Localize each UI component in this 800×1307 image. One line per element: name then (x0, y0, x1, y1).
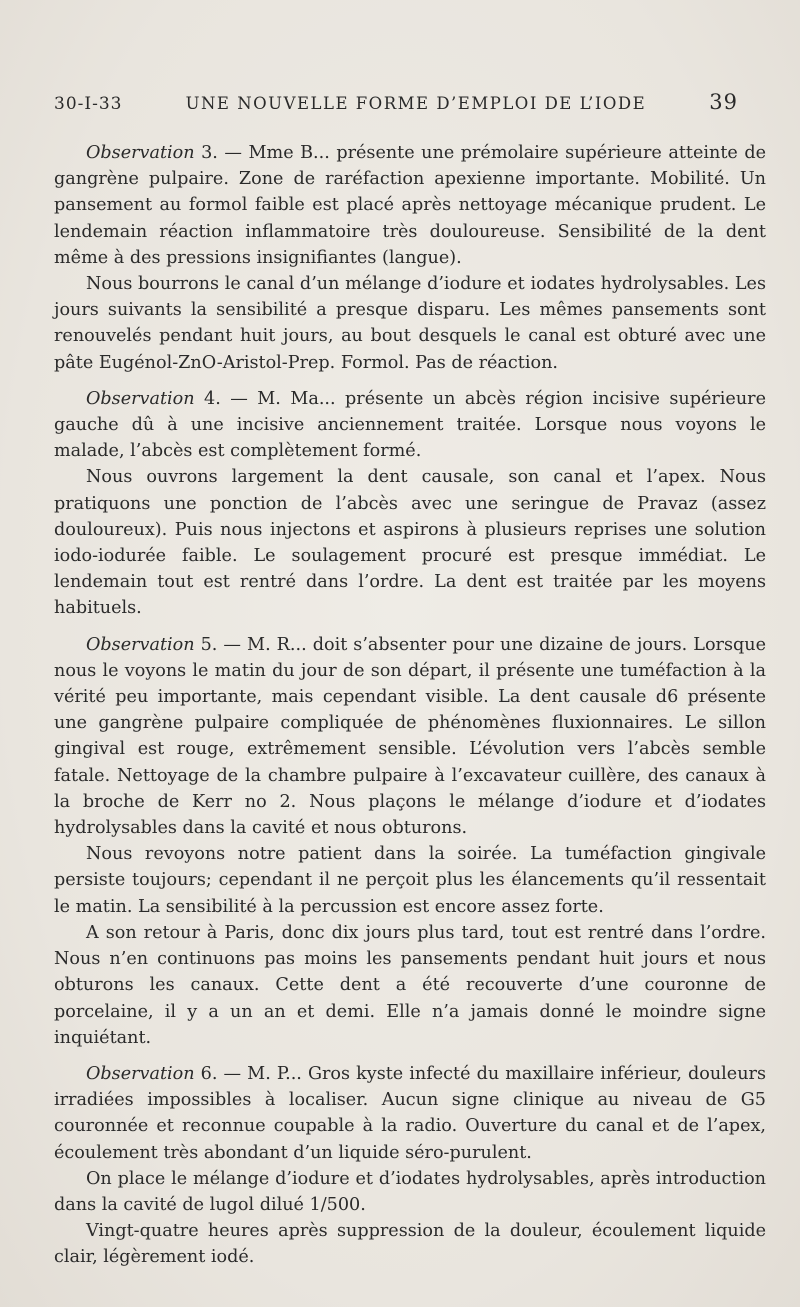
observation-number: 6. (194, 1063, 218, 1084)
body-paragraph: Nous bourrons le canal d’un mélange d’iodure et iodates hydrolysables. Les jours suivants la sensibilité a presque disparu. Les mêmes pansements sont renouvelés pendant huit jours, au bout desquels le canal est obturé avec une pâte Eugénol-ZnO-Aristol-Prep. Formol. Pas de réaction. (54, 274, 766, 373)
page-body (54, 130, 766, 1271)
page-number: 39 (709, 90, 738, 114)
observation-label: Observation (86, 1063, 195, 1084)
paragraph-text: — M. R... doit s’absenter pour une dizaine de jours. Lorsque nous le voyons le matin du jour de son départ, il présente une tuméfaction à la vérité peu importante, mais cependant visible. La dent causale d6 présente une gangrène pulpaire compliquée de phénomènes fluxionnaires. Le sillon gingival est rouge, extrêmement sensible. L’évolution vers l’abcès semble fatale. Nettoyage de la chambre pulpaire à l’excavateur cuillère, des canaux à la broche de Kerr no 2. Nous plaçons le mélange d’iodure et d’iodates hydrolysables dans la cavité et nous obturons. (54, 634, 766, 839)
header-date: 30-I-33 (54, 94, 123, 114)
body-paragraph: On place le mélange d’iodure et d’iodates hydrolysables, après introduction dans la cavité de lugol dilué 1/500. (54, 1168, 766, 1215)
observation-6-paragraph (54, 1061, 766, 1166)
body-paragraph: Nous ouvrons largement la dent causale, son canal et l’apex. Nous pratiquons une ponction de l’abcès avec une seringue de Pravaz (assez douloureux). Puis nous injectons et aspirons à plusieurs reprises une solution iodo-iodurée faible. Le soulagement procuré est presque immédiat. Le lendemain tout est rentré dans l’ordre. La dent est traitée par les moyens habituels. (54, 467, 766, 619)
body-paragraph: Vingt-quatre heures après suppression de la douleur, écoulement liquide clair, légèrement iodé. (54, 1221, 766, 1268)
running-title: UNE NOUVELLE FORME D’EMPLOI DE L’IODE (185, 94, 647, 113)
observation-label: Observation (86, 388, 195, 409)
page-header (54, 90, 738, 120)
paragraph-text: — M. Ma... présente un abcès région incisive supérieure gauche dû à une incisive anciennement traitée. Lorsque nous voyons le malade, l’abcès est complètement formé. (54, 388, 766, 462)
observation-5-paragraph (54, 632, 766, 842)
paragraph-text: — M. P... Gros kyste infecté du maxillaire inférieur, douleurs irradiées impossibles à localiser. Aucun signe clinique au niveau de G5 couronnée et reconnue coupable à la radio. Ouverture du canal et de l’apex, écoulement très abondant d’un liquide séro-purulent. (54, 1063, 766, 1163)
observation-label: Observation (86, 634, 195, 655)
observation-number: 3. (194, 143, 218, 163)
paragraph-text: — Mme B... présente une prémolaire supérieure atteinte de gangrène pulpaire. Zone de raréfaction apexienne importante. Mobilité. Un pansement au formol faible est placé après nettoyage mécanique prudent. Le lendemain réaction inflammatoire très douloureuse. Sensibilité de la dent même à des pressions insignifiantes (langue). (54, 143, 766, 268)
body-paragraph: Nous revoyons notre patient dans la soirée. La tuméfaction gingivale persiste toujours; cependant il ne perçoit plus les élancements qu’il ressentait le matin. La sensibilité à la percussion est encore assez forte. (54, 844, 766, 917)
body-paragraph: A son retour à Paris, donc dix jours plus tard, tout est rentré dans l’ordre. Nous n’en continuons pas moins les pansements pendant huit jours et nous obturons les canaux. Cette dent a été recouverte d’une couronne de porcelaine, il y a un an et demi. Elle n’a jamais donné le moindre signe inquiétant. (54, 922, 766, 1048)
observation-3-paragraph (54, 140, 766, 271)
observation-label: Observation (86, 143, 195, 163)
observation-number: 4. (194, 388, 221, 409)
observation-number: 5. (194, 634, 218, 655)
observation-4-paragraph (54, 386, 766, 465)
